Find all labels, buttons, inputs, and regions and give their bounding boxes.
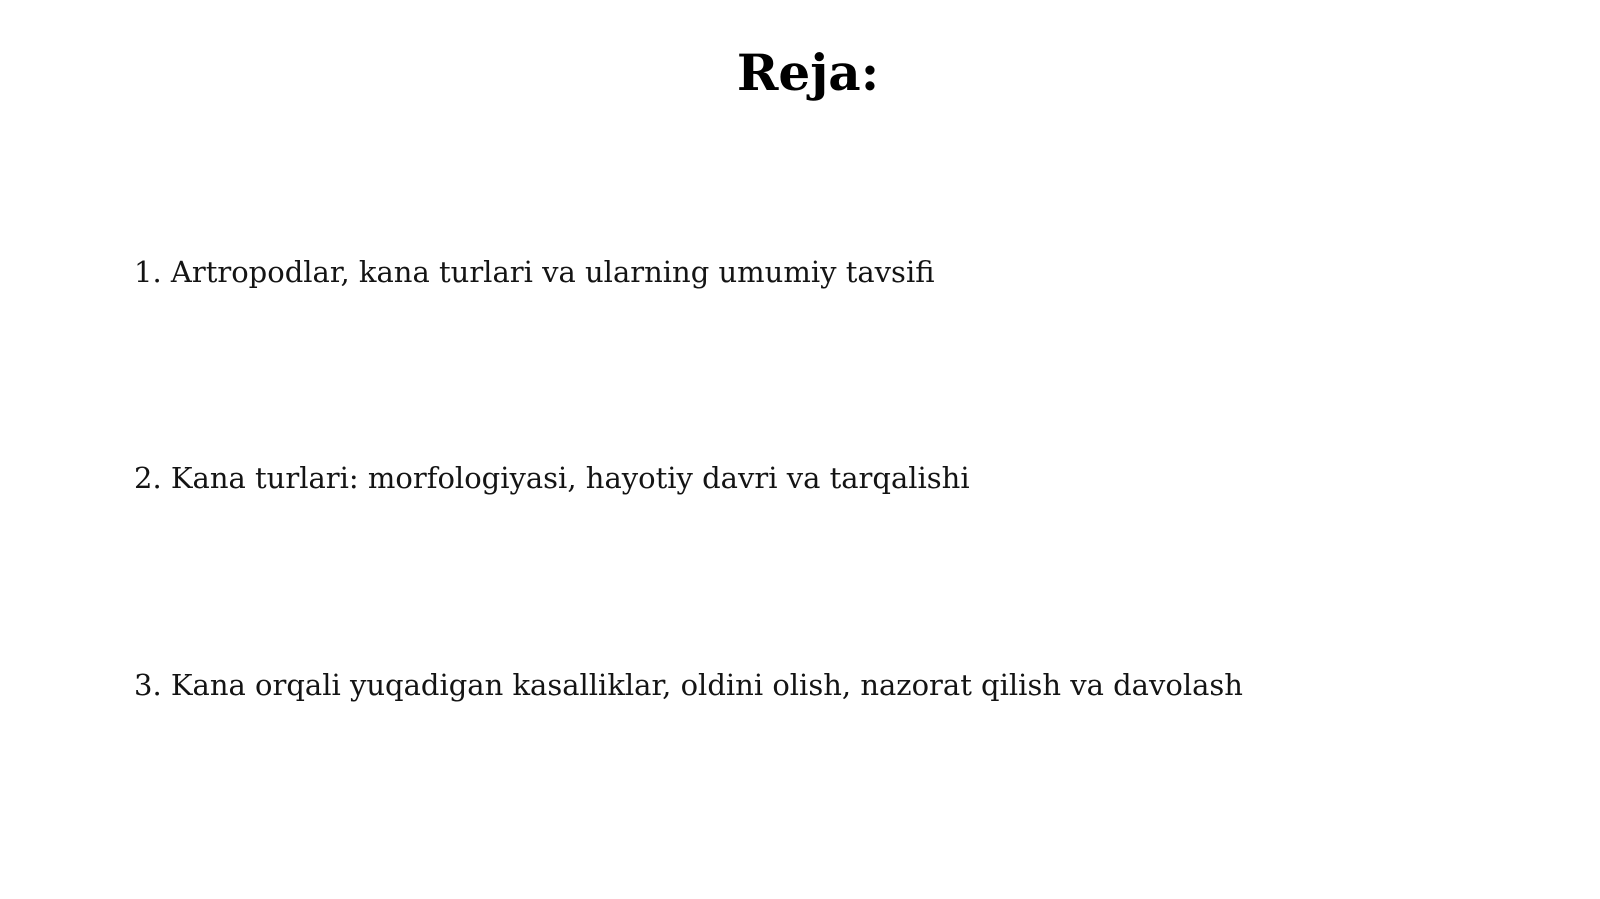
plan-item-3: 3. Kana orqali yuqadigan kasalliklar, oldini olish, nazorat qilish va davolash	[134, 668, 1243, 702]
plan-item-2: 2. Kana turlari: morfologiyasi, hayotiy davri va tarqalishi	[134, 461, 970, 495]
plan-item-1: 1. Artropodlar, kana turlari va ularning umumiy tavsifi	[134, 255, 935, 289]
slide-title: Reja:	[736, 43, 880, 102]
